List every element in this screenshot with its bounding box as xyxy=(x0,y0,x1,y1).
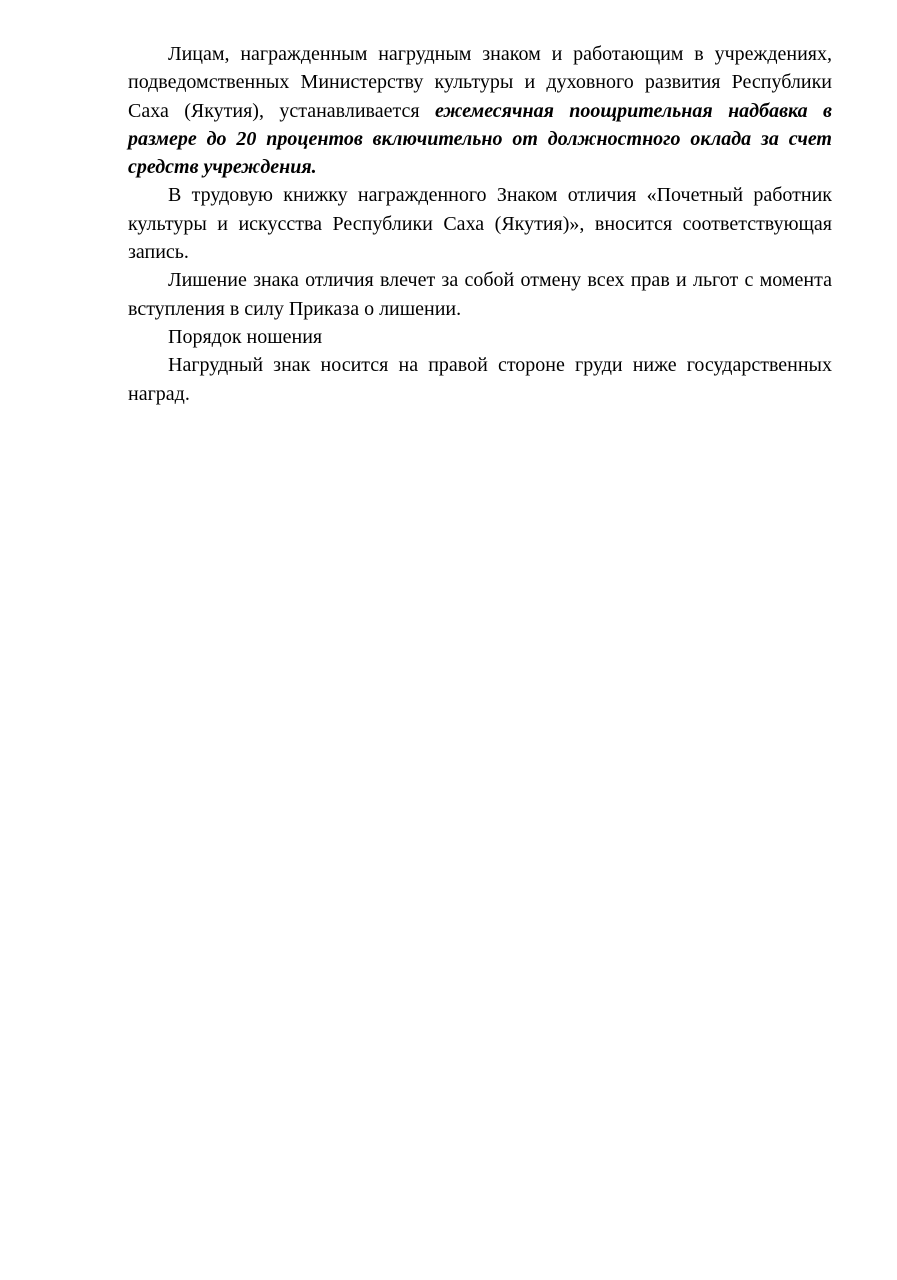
section-heading-text: Порядок ношения xyxy=(168,325,323,348)
document-body xyxy=(128,40,832,408)
paragraph-work-record xyxy=(128,181,832,266)
bonus-emphasis: ежемесячная поощрительная надбавка в размере до 20 процентов включительно от должностного оклада за счет средств учреждения. xyxy=(128,99,832,179)
paragraph-revocation xyxy=(128,266,832,323)
paragraph-wearing xyxy=(128,351,832,408)
paragraph-work-record-text: В трудовую книжку награжденного Знаком отличия «Почетный работник культуры и искусства Республики Саха (Якутия)», вносится соответствующая запись. xyxy=(128,184,832,264)
paragraph-bonus xyxy=(128,40,832,181)
paragraph-wearing-text: Нагрудный знак носится на правой стороне груди ниже государственных наград. xyxy=(128,354,832,405)
section-heading-wearing-order xyxy=(128,323,832,351)
paragraph-revocation-text: Лишение знака отличия влечет за собой отмену всех прав и льгот с момента вступления в силу Приказа о лишении. xyxy=(128,269,832,320)
paragraph-bonus-text: Лицам, награжденным нагрудным знаком и работающим в учреждениях, подведомственных Министерству культуры и духовного развития Республики Саха (Якутия), устанавливается xyxy=(128,43,832,122)
